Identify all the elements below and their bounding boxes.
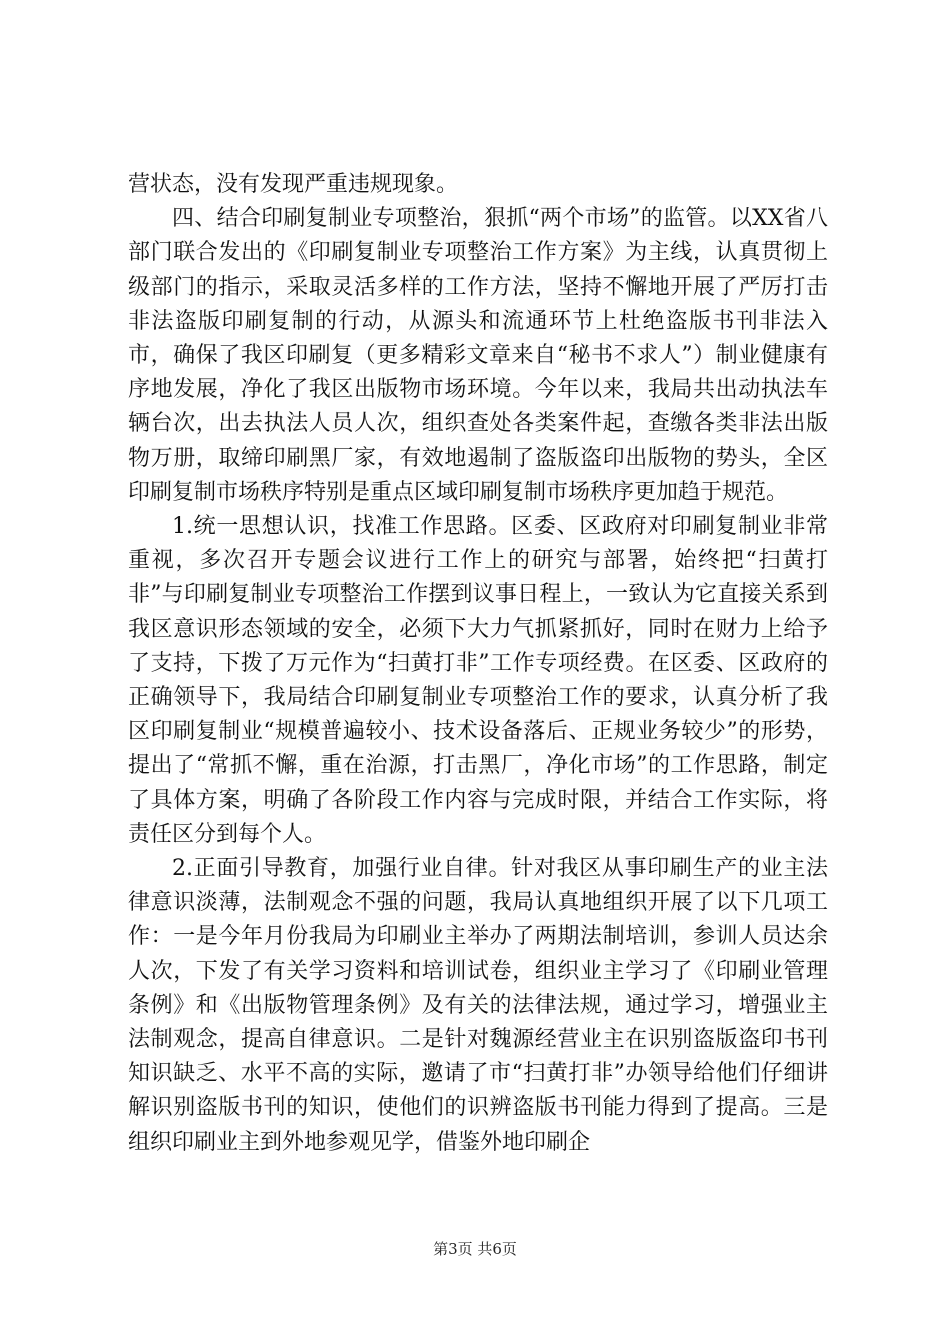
- paragraph-continuation: 营状态，没有发现严重违规现象。: [128, 172, 459, 197]
- paragraph-section-four: 四、结合印刷复制业专项整治，狠抓“两个市场”的监管。以XX省八部门联合发出的《印刷复制业专项整治工作方案》为主线，认真贯彻上级部门的指示，采取灵活多样的工作方法，坚持不懈地开展了严厉打击非法盗版印刷复制的行动，从源头和流通环节上杜绝盗版书刊非法入市，确保了我区印刷复（更多精彩文章来自“秘书不求人”）制业健康有序地发展，净化了我区出版物市场环境。今年以来，我局共出动执法车辆台次，出去执法人员人次，组织查处各类案件起，查缴各类非法出版物万册，取缔印刷黑厂家，有效地遏制了盗版盗印出版物的势头，全区印刷复制市场秩序特别是重点区域印刷复制市场秩序更加趋于规范。: [128, 206, 828, 505]
- document-body: [128, 168, 828, 1160]
- page-number-footer: 第3页 共6页: [433, 1240, 517, 1258]
- paragraph-item-one: 1.统一思想认识，找准工作思路。区委、区政府对印刷复制业非常重视，多次召开专题会议进行工作上的研究与部署，始终把“扫黄打非”与印刷复制业专项整治工作摆到议事日程上，一致认为它直接关系到我区意识形态领域的安全，必须下大力气抓紧抓好，同时在财力上给予了支持，下拨了万元作为“扫黄打非”工作专项经费。在区委、区政府的正确领导下，我局结合印刷复制业专项整治工作的要求，认真分析了我区印刷复制业“规模普遍较小、技术设备落后、正规业务较少”的形势，提出了“常抓不懈，重在治源，打击黑厂，净化市场”的工作思路，制定了具体方案，明确了各阶段工作内容与完成时限，并结合工作实际，将责任区分到每个人。: [128, 514, 828, 847]
- paragraph-item-two: 2.正面引导教育，加强行业自律。针对我区从事印刷生产的业主法律意识淡薄，法制观念不强的问题，我局认真地组织开展了以下几项工作：一是今年月份我局为印刷业主举办了两期法制培训，参训人员达余人次，下发了有关学习资料和培训试卷，组织业主学习了《印刷业管理条例》和《出版物管理条例》及有关的法律法规，通过学习，增强业主法制观念，提高自律意识。二是针对魏源经营业主在识别盗版盗印书刊知识缺乏、水平不高的实际，邀请了市“扫黄打非”办领导给他们仔细讲解识别盗版书刊的知识，使他们的识辨盗版书刊能力得到了提高。三是组织印刷业主到外地参观见学，借鉴外地印刷企: [128, 856, 828, 1155]
